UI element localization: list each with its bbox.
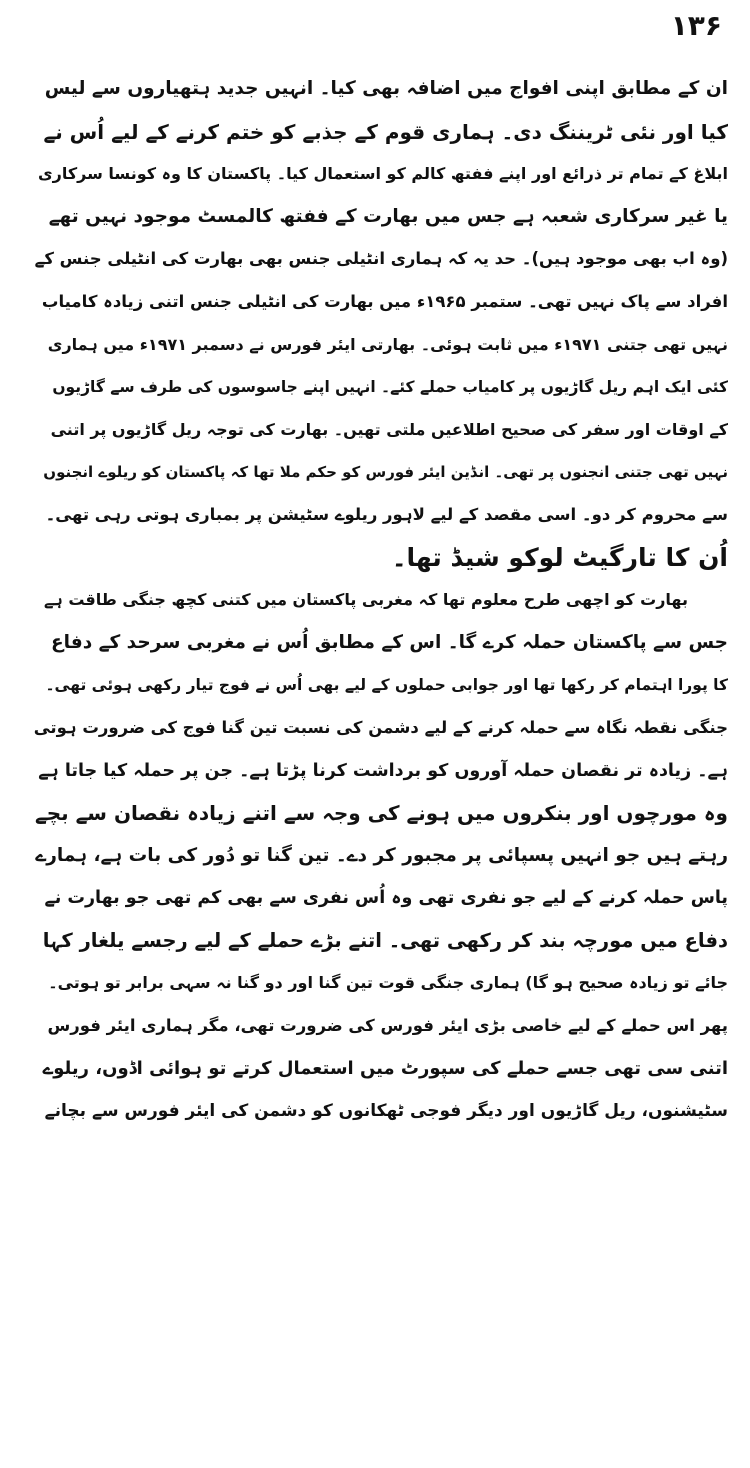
text-line: کیا اور نئی ٹریننگ دی۔ ہماری قوم کے جذبے کو ختم کرنے کے لیے اُس نے	[43, 119, 728, 144]
text-line: رہتے ہیں جو انہیں پسپائی پر مجبور کر دے۔ تین گنا تو دُور کی بات ہے، ہمارے	[35, 844, 728, 866]
text-line: ان کے مطابق اپنی افواج میں اضافہ بھی کیا۔ انہیں جدید ہتھیاروں سے لیس	[44, 78, 728, 99]
text-line: سے محروم کر دو۔ اسی مقصد کے لیے لاہور ریلوے سٹیشن پر بمباری ہوتی رہی تھی۔	[45, 504, 728, 524]
paragraph-2	[34, 579, 728, 1133]
text-line: پاس حملہ کرنے کے لیے جو نفری تھی وہ اُس نفری سے بھی کم تھی جو بھارت نے	[44, 888, 728, 909]
page-body-text	[34, 68, 728, 1133]
text-line: اتنی سی تھی جسے حملے کی سپورٹ میں استعمال کرتے تو ہوائی اڈوں، ریلوے	[42, 1057, 728, 1079]
text-line: کا پورا اہتمام کر رکھا تھا اور جوابی حملوں کے لیے بھی اُس نے فوج تیار رکھی ہوئی تھی۔	[45, 676, 728, 695]
text-line: جنگی نقطہ نگاہ سے حملہ کرنے کے لیے دشمن کی نسبت تین گنا فوج کی ضرورت ہوتی	[34, 717, 728, 737]
text-line: جائے تو زیادہ صحیح ہو گا) ہماری جنگی قوت تین گنا اور دو گنا نہ سہی برابر تو ہوتی۔	[48, 973, 728, 993]
text-line: کئی ایک اہم ریل گاڑیوں پر کامیاب حملے کئے۔ انہیں اپنے جاسوسوں کی طرف سے گاڑیوں	[52, 378, 728, 397]
text-line: وہ مورچوں اور بنکروں میں ہونے کی وجہ سے اتنے زیادہ نقصان سے بچے	[34, 801, 728, 826]
text-line: (وہ اب بھی موجود ہیں)۔ حد یہ کہ ہماری انٹیلی جنس بھی بھارت کی انٹیلی جنس کے	[34, 249, 728, 269]
text-line: ہے۔ زیادہ تر نقصان حملہ آوروں کو برداشت کرنا پڑتا ہے۔ جن پر حملہ کیا جاتا ہے	[38, 760, 728, 781]
text-line: نہیں تھی جتنی انجنوں پر تھی۔ انڈین ایئر فورس کو حکم ملا تھا کہ پاکستان کو ریلوے انجنوں	[43, 463, 728, 482]
text-line: نہیں تھی جتنی ۱۹۷۱ء میں ثابت ہوئی۔ بھارتی ایئر فورس نے دسمبر ۱۹۷۱ء میں ہماری	[47, 334, 728, 354]
page-number: ۱۳۶	[670, 9, 722, 42]
text-line: ابلاغ کے تمام تر ذرائع اور اپنے ففتھ کالم کو استعمال کیا۔ پاکستان کا وہ کونسا سرکاری	[37, 164, 728, 184]
text-line: اُن کا تارگیٹ لوکو شیڈ تھا۔	[391, 542, 728, 572]
paragraph-1	[34, 68, 728, 579]
text-line: دفاع میں مورچہ بند کر رکھی تھی۔ اتنے بڑے حملے کے لیے رجسے یلغار کہا	[42, 928, 728, 952]
text-line: یا غیر سرکاری شعبہ ہے جس میں بھارت کے ففتھ کالمسٹ موجود نہیں تھے	[48, 205, 728, 227]
text-line: افراد سے پاک نہیں تھی۔ ستمبر ۱۹۶۵ء میں بھارت کی انٹیلی جنس اتنی زیادہ کامیاب	[41, 291, 728, 311]
text-line: جس سے پاکستان حملہ کرے گا۔ اس کے مطابق اُس نے مغربی سرحد کے دفاع	[51, 631, 728, 653]
text-line: بھارت کو اچھی طرح معلوم تھا کہ مغربی پاکستان میں کتنی کچھ جنگی طاقت ہے	[44, 590, 688, 610]
text-line: پھر اس حملے کے لیے خاصی بڑی ایئر فورس کی ضرورت تھی، مگر ہماری ایئر فورس	[47, 1016, 728, 1036]
text-line: سٹیشنوں، ریل گاڑیوں اور دیگر فوجی ٹھکانوں کو دشمن کی ایئر فورس سے بچانے	[44, 1101, 728, 1122]
text-line: کے اوقات اور سفر کی صحیح اطلاعیں ملتی تھیں۔ بھارت کی توجہ ریل گاڑیوں پر اتنی	[50, 419, 728, 439]
